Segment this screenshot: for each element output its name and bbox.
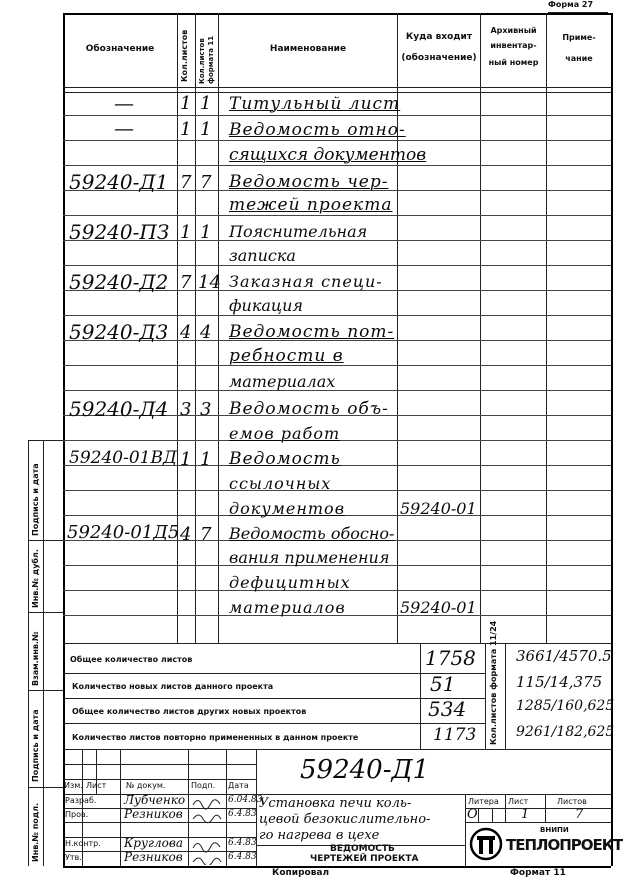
row-designation: 59240-Д3	[69, 320, 169, 344]
row-designation: 59240-01ВД	[69, 448, 177, 468]
row-count: 7	[180, 172, 192, 193]
row-count-format: 14	[198, 272, 221, 293]
tb-code: 59240-Д1	[300, 755, 430, 785]
row-name: сящихся документов	[229, 145, 427, 165]
tb-header-list: Лист	[86, 781, 107, 790]
tb-litera-label: Литера	[468, 797, 499, 806]
tb-razrab-date: 6.04.83	[228, 795, 263, 805]
header-designation: Обозначение	[85, 44, 155, 54]
row-name: Ведомость	[229, 449, 341, 469]
row-rule	[63, 390, 611, 391]
reused-label: Количество листов повторно примененных в данном проекте	[72, 733, 359, 742]
row-name: записка	[229, 246, 296, 265]
row-rule	[63, 165, 611, 166]
row-name: материалах	[229, 372, 336, 391]
row-name: Заказная специ-	[229, 272, 383, 291]
side-inv-dubl: Инв.№ дубл.	[31, 549, 40, 608]
row-designation: 59240-01Д5	[67, 522, 180, 543]
header-note-2: чание	[565, 54, 593, 63]
tb-header-date: Дата	[228, 781, 249, 790]
row-name: документов	[229, 499, 345, 518]
row-name: ссылочных	[229, 474, 332, 493]
tb-header-izm: Изм.	[64, 781, 83, 790]
row-name: вания применения	[229, 548, 390, 567]
tb-list-value: 1	[521, 807, 530, 822]
row-count: 3	[180, 399, 192, 420]
row-designation: 59240-Д2	[69, 270, 169, 294]
row-count-format: 7	[200, 524, 212, 545]
header-sheets-count: Кол.листов	[180, 29, 189, 82]
header-archive-3: ный номер	[488, 58, 539, 67]
row-count: 1	[180, 222, 192, 243]
row-name: ребности в	[229, 346, 344, 366]
side-inv-podl: Инв.№ подл.	[31, 802, 40, 862]
tb-description-3: го нагрева в цехе	[259, 828, 380, 843]
tb-prov-date: 6.4.83	[228, 809, 257, 819]
row-count-format: 1	[200, 93, 212, 114]
row-name: емов работ	[229, 424, 341, 443]
tb-utv-date: 6.4.83	[228, 852, 257, 862]
row-count: 1	[180, 449, 192, 470]
header-name: Наименование	[269, 44, 347, 54]
tb-nkontr-label: Н.контр.	[65, 839, 101, 848]
tb-org: ТЕПЛОПРОЕКТ	[506, 836, 623, 854]
row-designation: 59240-Д4	[69, 397, 169, 421]
row-name: материалов	[229, 598, 346, 617]
tb-prov-label: Пров.	[65, 810, 89, 819]
row-count-format: 4	[200, 322, 212, 343]
row-rule	[63, 140, 611, 141]
header-archive-1: Архивный	[490, 26, 537, 35]
tb-utv-name: Резников	[124, 850, 183, 864]
total-value: 1758	[425, 646, 476, 670]
teploproekt-logo-icon	[469, 827, 503, 861]
row-rule	[63, 490, 611, 491]
side-vzam: Взам.инв.№	[31, 631, 40, 686]
row-name: Пояснительная	[229, 222, 368, 241]
header-archive-2: инвентар-	[490, 41, 537, 50]
row-name: Ведомость отно-	[229, 120, 406, 140]
tb-list-label: Лист	[508, 797, 529, 806]
reused-value: 1173	[433, 725, 477, 745]
format-new: 115/14,375	[516, 673, 603, 691]
side-signature-date-1: Подпись и дата	[31, 463, 40, 536]
new-value: 51	[430, 672, 456, 696]
tb-header-sign: Подп.	[191, 781, 216, 790]
row-count-format: 3	[200, 399, 212, 420]
row-count-format: 1	[200, 449, 212, 470]
row-count-format: 1	[200, 222, 212, 243]
tb-header-doc: № докум.	[126, 781, 166, 790]
tb-listov-label: Листов	[557, 797, 587, 806]
row-rule	[63, 315, 611, 316]
row-included-into: 59240-01	[400, 598, 477, 617]
row-name: дефицитных	[229, 573, 351, 592]
header-into-2: (обозначение)	[401, 53, 477, 63]
row-name: Ведомость объ-	[229, 399, 389, 419]
tb-description-1: Установка печи коль-	[259, 796, 412, 811]
total-label: Общее количество листов	[70, 655, 193, 664]
tb-org-small: ВНИПИ	[540, 826, 569, 834]
form-number: Форма 27	[548, 0, 594, 9]
other-label: Общее количество листов других новых проектов	[72, 707, 307, 716]
row-count: 4	[180, 322, 192, 343]
row-name: фикация	[229, 296, 303, 315]
row-count: 1	[180, 93, 192, 114]
format-label: Кол.листов формата 11/24	[489, 620, 498, 745]
row-count: 7	[180, 272, 192, 293]
tb-doc-title-1: ВЕДОМОСТЬ	[330, 844, 395, 854]
new-label: Количество новых листов данного проекта	[72, 682, 274, 691]
row-name: Ведомость обосно-	[229, 524, 395, 543]
row-count-format: 1	[200, 119, 212, 140]
row-rule	[63, 265, 611, 266]
row-designation: 59240-Д1	[69, 170, 169, 194]
header-sheets-format: Кол.листов формата 11	[198, 35, 215, 84]
row-count: 1	[180, 119, 192, 140]
header-into-1: Куда входит	[405, 32, 473, 42]
side-signature-date-2: Подпись и дата	[31, 709, 40, 782]
row-name: тежей проекта	[229, 195, 393, 215]
tb-litera-value: О	[467, 807, 478, 822]
tb-razrab-name: Лубченко	[124, 793, 186, 807]
format-other: 1285/160,625	[516, 698, 615, 714]
tb-listov-value: 7	[575, 807, 584, 822]
row-name: Титульный лист	[229, 94, 401, 114]
row-name: Ведомость пот-	[229, 322, 395, 342]
row-designation: —	[114, 116, 134, 140]
header-note-1: Приме-	[562, 33, 596, 42]
tb-description-2: цевой безокислительно-	[259, 812, 431, 827]
format-reused: 9261/182,625	[516, 724, 615, 740]
footer-format: Формат 11	[510, 868, 566, 878]
row-name: Ведомость чер-	[229, 172, 389, 192]
tb-nkontr-date: 6.4.83	[228, 838, 257, 848]
row-designation: —	[114, 91, 134, 115]
tb-prov-name: Резников	[124, 807, 183, 821]
row-rule	[63, 115, 611, 116]
format-total: 3661/4570.5	[516, 647, 612, 665]
tb-razrab-label: Разраб.	[65, 796, 97, 805]
footer-copy: Копировал	[272, 868, 330, 878]
row-designation: 59240-ПЗ	[69, 220, 170, 244]
tb-nkontr-name: Круглова	[124, 836, 183, 850]
row-included-into: 59240-01	[400, 499, 477, 518]
row-rule	[63, 215, 611, 216]
tb-doc-title-2: ЧЕРТЕЖЕЙ ПРОЕКТА	[310, 854, 419, 864]
row-count: 4	[180, 524, 192, 545]
tb-utv-label: Утв.	[65, 853, 82, 862]
row-count-format: 7	[200, 172, 212, 193]
other-value: 534	[428, 697, 467, 721]
signature-marks	[190, 795, 224, 865]
